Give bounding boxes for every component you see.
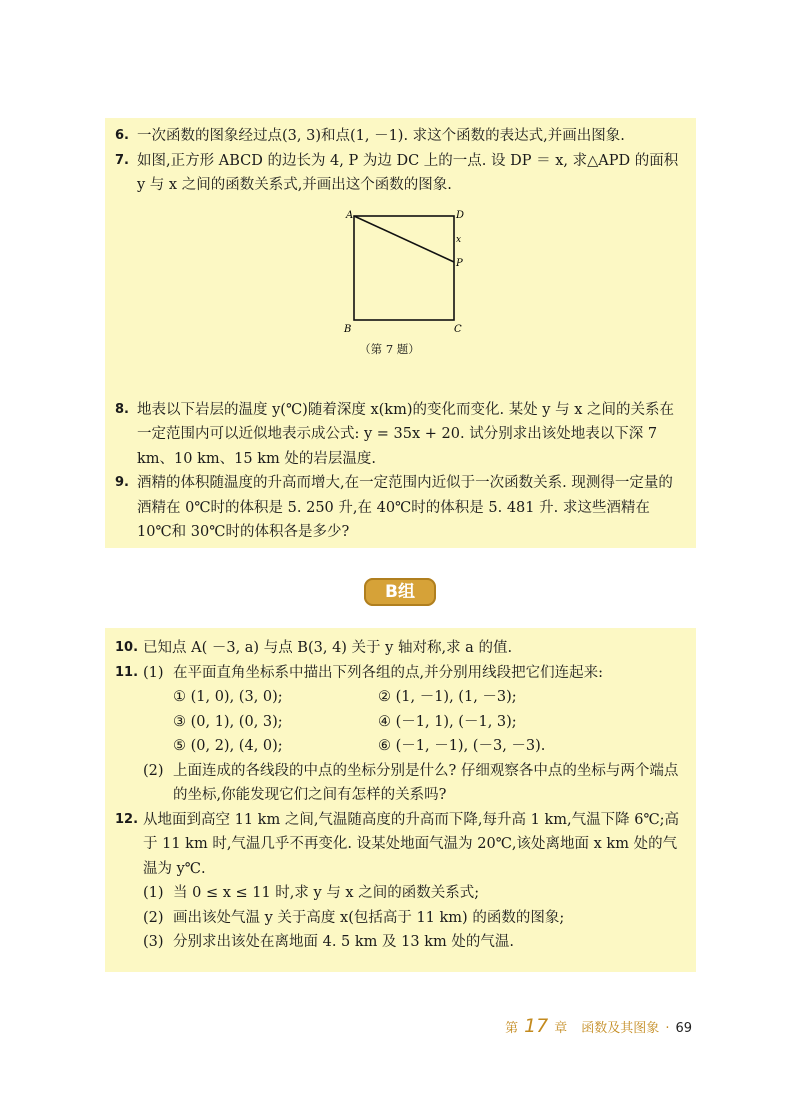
problem-number: 11. [115, 664, 139, 680]
subquestion-1 [143, 661, 684, 686]
problem-12 [115, 808, 684, 882]
subquestion-text: 上面连成的各线段的中点的坐标分别是什么? 仔细观察各中点的坐标与两个端点的坐标,你能发现它们之间有怎样的关系吗? [173, 762, 679, 803]
subquestion-1 [143, 881, 684, 906]
chapter-suffix: 章 [554, 1021, 568, 1036]
subquestion-number: (1) [143, 664, 164, 681]
problem-9 [115, 471, 684, 545]
subquestion-number: (3) [143, 934, 164, 950]
point-group-6: ⑥ (－1, －1), (－3, －3). [378, 738, 546, 754]
subquestion-3 [143, 930, 684, 955]
label-c: C [454, 323, 462, 335]
footer-separator: · [665, 1021, 670, 1036]
segment-ap [354, 216, 454, 262]
problem-number: 7. [115, 152, 129, 168]
subquestion-text: 分别求出该处在离地面 4. 5 km 及 13 km 处的气温. [173, 934, 514, 950]
chapter-number: 17 [524, 1015, 549, 1037]
problem-text: 地表以下岩层的温度 y(℃)随着深度 x(km)的变化而变化. 某处 y 与 x 之间的关系在一定范围内可以近似地表示成公式: y = 35x + 20. 试分别求出该处地表以下深 7 km、10 km、15 km 处的岩层温度. [137, 401, 674, 467]
point-group-4: ④ (－1, 1), (－1, 3); [378, 713, 517, 730]
problem-number: 6. [115, 128, 129, 143]
page-number: 69 [675, 1021, 692, 1036]
subquestion-text: 当 0 ≤ x ≤ 11 时,求 y 与 x 之间的函数关系式; [173, 885, 480, 901]
subquestion-2 [143, 759, 684, 808]
chapter-title: 函数及其图象 [581, 1021, 660, 1036]
exercise-panel-a [105, 118, 696, 548]
problem-number: 12. [115, 811, 139, 827]
problem-6 [115, 124, 684, 149]
problem-text: 从地面到高空 11 km 之间,气温随高度的升高而下降,每升高 1 km,气温下降 6℃;高于 11 km 时,气温几乎不再变化. 设某处地面气温为 20℃,该处离地面 x km 处的气温为 y℃. [143, 811, 680, 877]
subquestion-number: (2) [143, 762, 164, 779]
label-d: D [456, 209, 465, 221]
problem-text: 如图,正方形 ABCD 的边长为 4, P 为边 DC 上的一点. 设 DP ＝ x, 求△APD 的面积 y 与 x 之间的函数关系式,并画出这个函数的图象. [137, 152, 679, 193]
problem-10 [115, 636, 684, 661]
point-group-1: ① (1, 0), (3, 0); [173, 689, 283, 705]
page-footer [505, 1015, 692, 1037]
point-group-5: ⑤ (0, 2), (4, 0); [173, 738, 283, 754]
label-x: x [456, 234, 462, 245]
problem-number: 10. [115, 640, 139, 655]
square-figure [115, 206, 684, 398]
point-group-2: ② (1, －1), (1, －3); [378, 689, 517, 705]
problem-8 [115, 398, 684, 472]
group-b-badge: B组 [364, 578, 436, 606]
label-b: B [344, 323, 352, 335]
square-abcd [354, 216, 454, 320]
subquestion-number: (1) [143, 885, 164, 901]
chapter-prefix: 第 [505, 1021, 519, 1036]
problem-text: 一次函数的图象经过点(3, 3)和点(1, －1). 求这个函数的表达式,并画出图象. [137, 128, 625, 144]
subquestion-text: 画出该处气温 y 关于高度 x(包括高于 11 km) 的函数的图象; [173, 909, 565, 926]
problem-11 [115, 661, 684, 686]
points-row [115, 685, 684, 710]
subquestion-2 [143, 906, 684, 931]
subquestion-text: 在平面直角坐标系中描出下列各组的点,并分别用线段把它们连起来: [173, 664, 603, 681]
problem-7 [115, 149, 684, 198]
problem-text: 已知点 A( －3, a) 与点 B(3, 4) 关于 y 轴对称,求 a 的值. [143, 640, 513, 656]
square-diagram [333, 206, 473, 336]
label-a: A [346, 209, 354, 221]
figure-caption: （第 7 题） [359, 341, 420, 356]
point-group-3: ③ (0, 1), (0, 3); [173, 713, 283, 730]
problem-text: 酒精的体积随温度的升高而增大,在一定范围内近似于一次函数关系. 现测得一定量的酒精在 0℃时的体积是 5. 250 升,在 40℃时的体积是 5. 481 升. 求这些酒精在 10℃和 30℃时的体积各是多少? [137, 475, 673, 540]
points-row [115, 710, 684, 735]
exercise-panel-b [105, 628, 696, 972]
problem-number: 9. [115, 475, 129, 490]
problem-number: 8. [115, 401, 129, 417]
points-row [115, 734, 684, 759]
subquestion-number: (2) [143, 909, 164, 926]
label-p: P [456, 257, 463, 269]
